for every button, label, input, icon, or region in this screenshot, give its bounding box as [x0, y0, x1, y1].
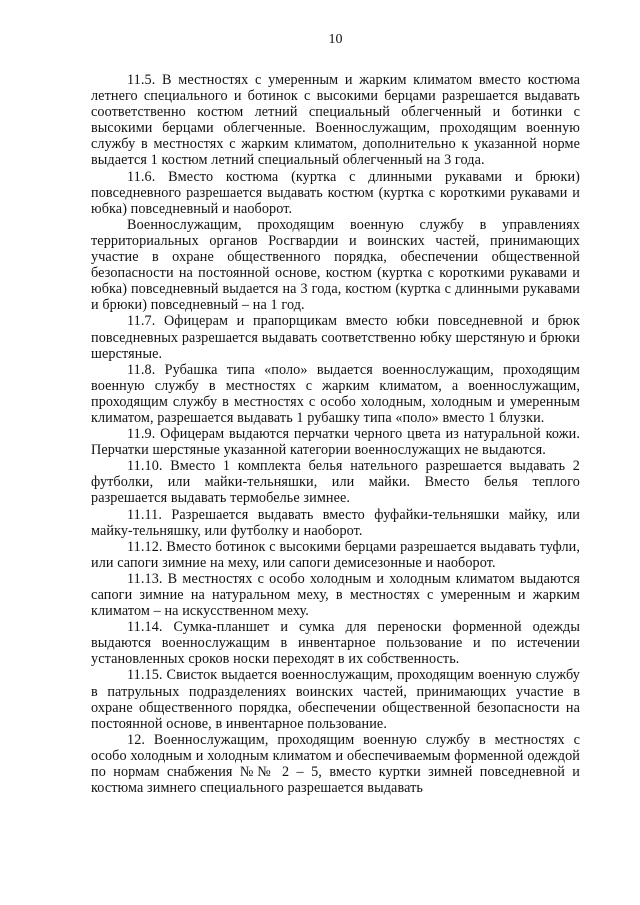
paragraph-11-6: 11.6. Вместо костюма (куртка с длинными рукавами и брюки) повседневного разрешается выдавать костюм (куртка с короткими рукавами и юбка) повседневный и наоборот. [91, 168, 580, 217]
paragraph-11-7: 11.7. Офицерам и прапорщикам вместо юбки повседневной и брюк повседневных разрешается выдавать соответственно юбку шерстяную и брюки шерстяные. [91, 313, 580, 362]
paragraph-11-13: 11.13. В местностях с особо холодным и холодным климатом выдаются сапоги зимние на натуральном меху, в местностях с умеренным и жарким климатом – на искусственном меху. [91, 570, 580, 620]
paragraph-11-8: 11.8. Рубашка типа «поло» выдается военнослужащим, проходящим военную службу в местностях с жарким климатом, а военнослужащим, проходящим службу в местностях с особо холодным, холодным и умеренным климатом, разрешается выдавать 1 рубашку типа «поло» вместо 1 блузки. [91, 361, 580, 426]
paragraph-11-14: 11.14. Сумка-планшет и сумка для переноски форменной одежды выдаются военнослужащим в инвентарное пользование и по истечении установленных сроков носки переходят в их собственность. [91, 619, 580, 668]
paragraph-11-15: 11.15. Свисток выдается военнослужащим, проходящим военную службу в патрульных подразделениях воинских частей, принимающих участие в охране общественного порядка, обеспечении общественной безопасности на постоянной основе, в инвентарное пользование. [91, 667, 580, 732]
paragraph-11-12: 11.12. Вместо ботинок с высокими берцами разрешается выдавать туфли, или сапоги зимние на меху, или сапоги демисезонные и наоборот. [91, 538, 580, 571]
paragraph-11-9: 11.9. Офицерам выдаются перчатки черного цвета из натуральной кожи. Перчатки шерстяные указанной категории военнослужащих не выдаются. [91, 426, 580, 459]
paragraph-11-6-cont: Военнослужащим, проходящим военную службу в управлениях территориальных органов Росгвардии и воинских частей, принимающих участие в охране общественного порядка, обеспечении общественной безопасности на постоянной основе, костюм (куртка с короткими рукавами и юбка) повседневный выдается на 3 года, костюм (куртка с длинными рукавами и брюки) повседневный – на 1 год. [91, 216, 580, 314]
paragraph-11-5: 11.5. В местностях с умеренным и жарким климатом вместо костюма летнего специального и ботинок с высокими берцами разрешается выдавать соответственно костюм летний специальный облегченный и ботинки с высокими берцами облегченные. Военнослужащим, проходящим военную службу в местностях с жарким климатом, дополнительно к указанной норме выдается 1 костюм летний специальный облегченный на 3 года. [91, 72, 580, 169]
paragraph-12: 12. Военнослужащим, проходящим военную службу в местностях с особо холодным и холодным климатом и обеспечиваемым форменной одеждой по нормам снабжения №№ 2 – 5, вместо куртки зимней повседневной и костюма зимнего специального разрешается выдавать [91, 731, 580, 797]
page-number: 10 [328, 32, 343, 47]
paragraph-11-11: 11.11. Разрешается выдавать вместо фуфайки-тельняшки майку, или майку-тельняшку, или футболку и наоборот. [91, 506, 580, 539]
paragraph-11-10: 11.10. Вместо 1 комплекта белья нательного разрешается выдавать 2 футболки, или майки-тельняшки, или майки. Вместо белья теплого разрешается выдавать термобелье зимнее. [91, 458, 580, 507]
